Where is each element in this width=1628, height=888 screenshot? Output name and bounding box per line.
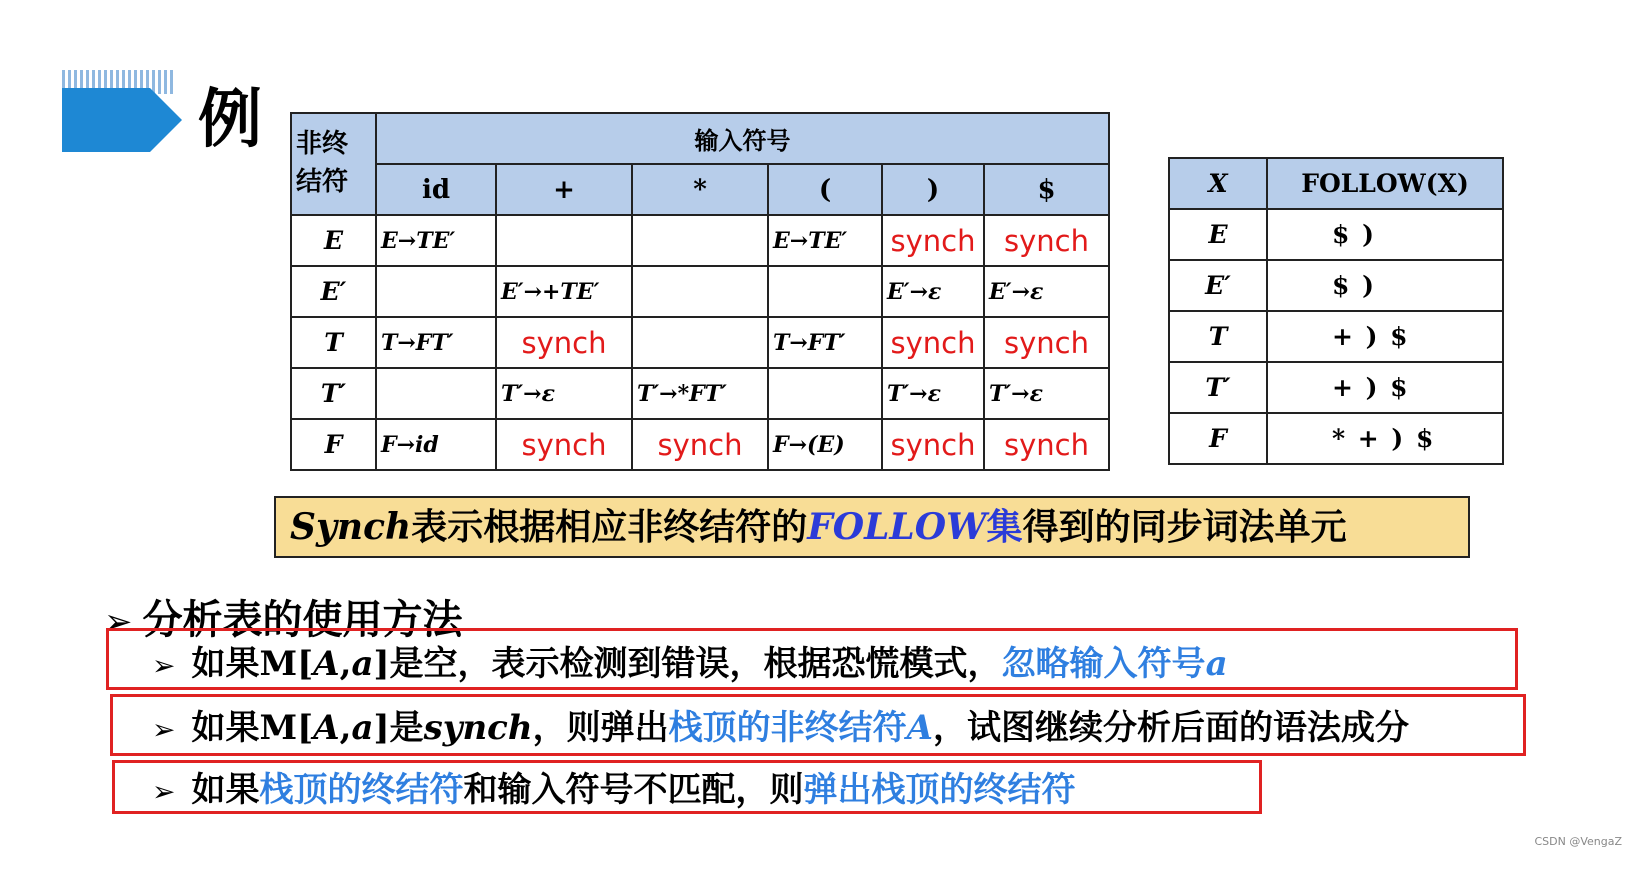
- rule-3: [152, 762, 1075, 811]
- table-row: [291, 266, 1109, 317]
- rule-text: 如果: [191, 770, 260, 810]
- rule-text: ，则弹出: [532, 708, 669, 748]
- follow-table: [1168, 157, 1504, 465]
- production-cell: T′→ε: [882, 368, 984, 419]
- follow-set-cell: + ) $: [1267, 362, 1503, 413]
- bullet-arrow-icon: ➢: [152, 649, 176, 682]
- note-text-2: 得到的同步词法单元: [1022, 506, 1347, 548]
- column-header: *: [632, 164, 768, 215]
- column-header: $: [984, 164, 1109, 215]
- production-cell: [376, 266, 496, 317]
- production-cell: [768, 368, 882, 419]
- rule-text: 和输入符号不匹配，则: [463, 770, 804, 810]
- follow-set-cell: + ) $: [1267, 311, 1503, 362]
- table-row: [1169, 260, 1503, 311]
- column-header: id: [376, 164, 496, 215]
- production-cell: [632, 215, 768, 266]
- rule-text: a: [351, 708, 374, 748]
- rule-1: [152, 636, 1228, 685]
- follow-set-cell: $ ): [1267, 260, 1503, 311]
- rule-text: ,: [339, 708, 352, 748]
- parsing-table: [290, 112, 1110, 471]
- nonterminal-cell: T′: [291, 368, 376, 419]
- production-cell: T′→ε: [984, 368, 1109, 419]
- banner-arrow-shape: [62, 88, 184, 152]
- follow-set-cell: $ ): [1267, 209, 1503, 260]
- follow-header-x: X: [1169, 158, 1267, 209]
- rule-text: A: [313, 644, 340, 684]
- bullet-arrow-icon: ➢: [104, 602, 133, 642]
- rule-text: 如果M[: [191, 644, 314, 684]
- rule-text: ，试图继续分析后面的语法成分: [933, 708, 1409, 748]
- nonterminal-cell: E′: [291, 266, 376, 317]
- production-cell: F→id: [376, 419, 496, 470]
- column-header: ): [882, 164, 984, 215]
- column-header: (: [768, 164, 882, 215]
- synch-cell: synch: [882, 317, 984, 368]
- follow-table-body: [1169, 209, 1503, 464]
- rule-highlight: 忽略输入符号: [1001, 644, 1206, 684]
- table-row: [1169, 413, 1503, 464]
- synch-cell: synch: [496, 419, 632, 470]
- rule-text: ]是空，表示检测到错误，根据恐慌模式，: [373, 644, 1002, 684]
- production-cell: T→FT′: [768, 317, 882, 368]
- production-cell: [632, 317, 768, 368]
- production-cell: [496, 215, 632, 266]
- production-cell: E′→+TE′: [496, 266, 632, 317]
- section-title: 分析表的使用方法: [142, 596, 463, 643]
- synch-cell: synch: [632, 419, 768, 470]
- note-follow-word: FOLLOW: [807, 506, 987, 548]
- parsing-table-body: [291, 215, 1109, 470]
- note-synch-word: Synch: [290, 506, 412, 548]
- synch-note: [274, 496, 1470, 558]
- production-cell: F→(E): [768, 419, 882, 470]
- rule-text: a: [351, 644, 374, 684]
- production-cell: E→TE′: [768, 215, 882, 266]
- rule-highlight: 弹出栈顶的终结符: [803, 770, 1076, 810]
- production-cell: T′→ε: [496, 368, 632, 419]
- watermark: CSDN @VengaZ: [1534, 835, 1622, 848]
- production-cell: E→TE′: [376, 215, 496, 266]
- rule-2: [152, 700, 1409, 749]
- table-row: [1169, 362, 1503, 413]
- synch-cell: synch: [984, 317, 1109, 368]
- production-cell: [768, 266, 882, 317]
- table-row: [1169, 311, 1503, 362]
- slide-title: 例: [198, 83, 264, 157]
- nonterminal-cell: F: [291, 419, 376, 470]
- rule-text: ,: [339, 644, 352, 684]
- table-row: [291, 368, 1109, 419]
- rule-highlight: A: [906, 708, 933, 748]
- table-row: [291, 215, 1109, 266]
- synch-cell: synch: [984, 419, 1109, 470]
- nonterminal-cell: T: [291, 317, 376, 368]
- synch-cell: synch: [882, 419, 984, 470]
- bullet-arrow-icon: ➢: [152, 713, 176, 746]
- production-cell: E′→ε: [882, 266, 984, 317]
- synch-cell: synch: [496, 317, 632, 368]
- production-cell: E′→ε: [984, 266, 1109, 317]
- follow-symbol-cell: E′: [1169, 260, 1267, 311]
- follow-set-cell: * + ) $: [1267, 413, 1503, 464]
- nonterminal-header-line2: 结符: [296, 167, 349, 197]
- rule-highlight: 栈顶的终结符: [259, 770, 464, 810]
- production-cell: T′→*FT′: [632, 368, 768, 419]
- rule-text: 如果M[: [191, 708, 314, 748]
- synch-cell: synch: [984, 215, 1109, 266]
- follow-symbol-cell: F: [1169, 413, 1267, 464]
- note-set-word: 集: [986, 506, 1023, 548]
- table-row: [291, 419, 1109, 470]
- column-header: +: [496, 164, 632, 215]
- rule-text: synch: [423, 708, 533, 748]
- note-text-1: 表示根据相应非终结符的: [411, 506, 808, 548]
- rule-highlight: a: [1205, 644, 1228, 684]
- table-row: [1169, 209, 1503, 260]
- production-cell: [632, 266, 768, 317]
- follow-symbol-cell: T′: [1169, 362, 1267, 413]
- bullet-arrow-icon: ➢: [152, 775, 176, 808]
- follow-symbol-cell: T: [1169, 311, 1267, 362]
- rule-text: ]是: [373, 708, 424, 748]
- follow-header-follow: FOLLOW(X): [1267, 158, 1503, 209]
- rule-highlight: 栈顶的非终结符: [668, 708, 907, 748]
- synch-cell: synch: [882, 215, 984, 266]
- nonterminal-header: [291, 113, 376, 215]
- production-cell: T→FT′: [376, 317, 496, 368]
- follow-symbol-cell: E: [1169, 209, 1267, 260]
- production-cell: [376, 368, 496, 419]
- table-row: [291, 317, 1109, 368]
- rule-text: A: [313, 708, 340, 748]
- nonterminal-cell: E: [291, 215, 376, 266]
- input-symbol-header: 输入符号: [376, 113, 1109, 164]
- nonterminal-header-line1: 非终: [296, 129, 349, 160]
